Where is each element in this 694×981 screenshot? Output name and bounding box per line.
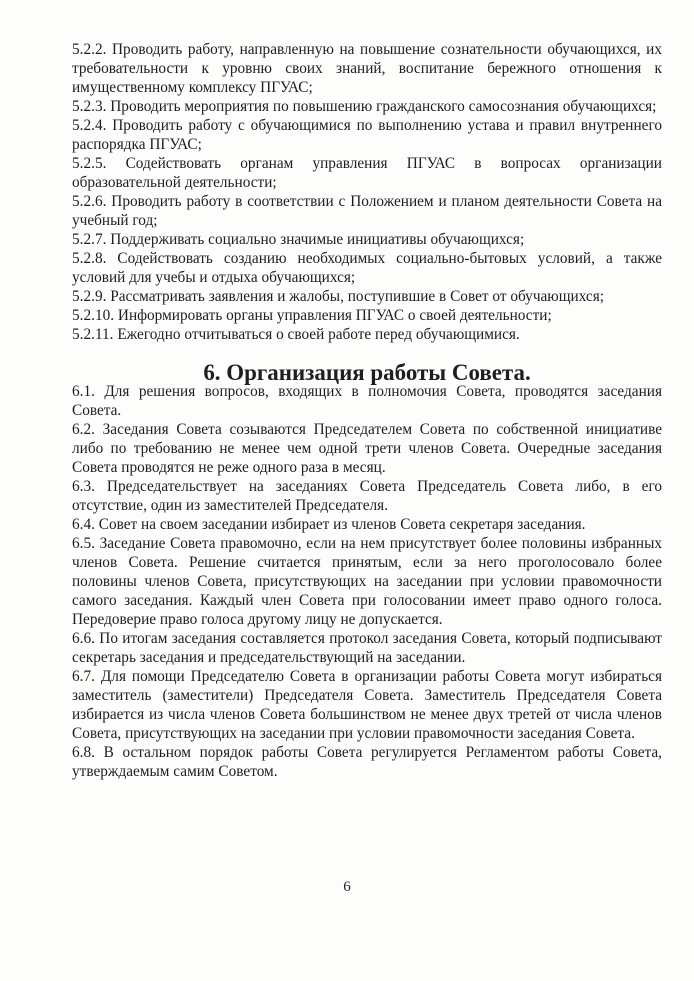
clause-5-2-2: 5.2.2. Проводить работу, направленную на повышение сознательности обучающихся, их требовательности к уровню своих знаний, воспитание бережного отношения к имущественному комплексу ПГУАС; xyxy=(72,41,662,96)
clause-5-2-3: 5.2.3. Проводить мероприятия по повышению гражданского самосознания обучающихся; xyxy=(72,98,657,115)
clause-6-8: 6.8. В остальном порядок работы Совета регулируется Регламентом работы Совета, утверждаемым самим Советом. xyxy=(72,744,662,780)
clause-5-2-4: 5.2.4. Проводить работу с обучающимися по выполнению устава и правил внутреннего распорядка ПГУАС; xyxy=(72,117,662,153)
clause-6-5: 6.5. Заседание Совета правомочно, если на нем присутствует более половины избранных членов Совета. Решение считается принятым, если за него проголосовало более половины членов Совета, присутствующих на заседании при условии правомочности самого заседания. Каждый член Совета при голосовании имеет право одного голоса. Передоверие право голоса другому лицу не допускается. xyxy=(72,535,662,628)
section-5-list xyxy=(72,40,662,344)
clause-5-2-6: 5.2.6. Проводить работу в соответствии с Положением и планом деятельности Совета на учебный год; xyxy=(72,193,662,229)
section-6-list xyxy=(72,382,662,781)
clause-6-1: 6.1. Для решения вопросов, входящих в полномочия Совета, проводятся заседания Совета. xyxy=(72,383,662,419)
clause-5-2-7: 5.2.7. Поддерживать социально значимые инициативы обучающихся; xyxy=(72,231,525,248)
clause-5-2-9: 5.2.9. Рассматривать заявления и жалобы, поступившие в Совет от обучающихся; xyxy=(72,288,604,305)
clause-6-4: 6.4. Совет на своем заседании избирает из членов Совета секретаря заседания. xyxy=(72,516,586,533)
document-body xyxy=(72,40,662,781)
clause-5-2-11: 5.2.11. Ежегодно отчитываться о своей работе перед обучающимися. xyxy=(72,326,520,343)
clause-5-2-5: 5.2.5. Содействовать органам управления ПГУАС в вопросах организации образовательной деятельности; xyxy=(72,155,662,191)
clause-6-3: 6.3. Председательствует на заседаниях Совета Председатель Совета либо, в его отсутствие, один из заместителей Председателя. xyxy=(72,478,662,514)
page-number: 6 xyxy=(343,879,351,895)
clause-6-6: 6.6. По итогам заседания составляется протокол заседания Совета, который подписывают секретарь заседания и председательствующий на заседании. xyxy=(72,630,662,666)
clause-6-7: 6.7. Для помощи Председателю Совета в организации работы Совета могут избираться заместитель (заместители) Председателя Совета. Заместитель Председателя Совета избирается из числа членов Совета большинством не менее двух третей от числа членов Совета, присутствующих на заседании при условии правомочности заседания Совета. xyxy=(72,668,662,742)
clause-6-2: 6.2. Заседания Совета созываются Председателем Совета по собственной инициативе либо по требованию не менее чем одной трети членов Совета. Очередные заседания Совета проводятся не реже одного раза в месяц. xyxy=(72,421,662,476)
clause-5-2-10: 5.2.10. Информировать органы управления ПГУАС о своей деятельности; xyxy=(72,307,552,324)
section-6-heading: 6. Организация работы Совета. xyxy=(203,360,531,385)
clause-5-2-8: 5.2.8. Содействовать созданию необходимых социально-бытовых условий, а также условий для учебы и отдыха обучающихся; xyxy=(72,250,662,286)
